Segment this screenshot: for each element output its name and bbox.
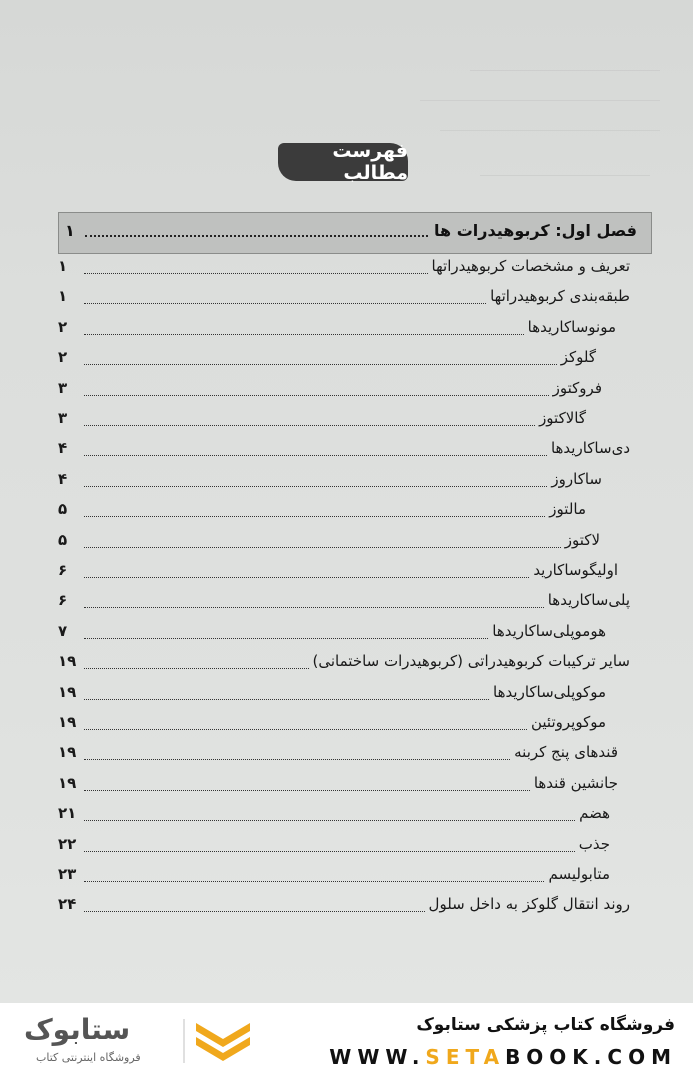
- leader-dots: [84, 273, 428, 274]
- leader-dots: [84, 425, 535, 426]
- toc-entry-label: مالتوز: [549, 500, 586, 519]
- toc-page-number: ۱۹: [58, 682, 77, 701]
- toc-row: [58, 439, 630, 463]
- toc-entry-label: هوموپلی‌ساکاریدها: [492, 621, 606, 640]
- store-footer: [0, 1003, 693, 1080]
- chapter-page-number: ۱: [65, 221, 75, 240]
- toc-entry-label: گالاکتوز: [539, 409, 586, 427]
- toc-row: [58, 713, 630, 737]
- store-name: فروشگاه کتاب پزشکی ستابوک: [416, 1015, 675, 1035]
- leader-dots: [84, 607, 544, 608]
- toc-row: [58, 379, 630, 403]
- toc-entry-label: طبقه‌بندی کربوهیدراتها: [490, 287, 630, 306]
- toc-row: [58, 287, 630, 311]
- leader-dots: [84, 759, 510, 760]
- leader-dots: [84, 486, 547, 487]
- toc-entry-label: دی‌ساکاریدها: [550, 439, 630, 458]
- leader-dots: [84, 699, 489, 700]
- leader-dots: [84, 729, 527, 730]
- bleed-through-line: [480, 175, 650, 176]
- toc-page-number: ۴: [58, 439, 68, 458]
- leader-dots: [84, 911, 425, 912]
- leader-dots: [84, 455, 547, 456]
- toc-row: [58, 257, 630, 281]
- toc-page-number: ۱۹: [58, 773, 77, 792]
- toc-entry-label: جانشین قندها: [533, 773, 618, 792]
- toc-entry-label: جذب: [578, 834, 610, 853]
- bleed-through-line: [440, 130, 660, 131]
- toc-page-number: ۱۹: [58, 743, 77, 762]
- brand-chevron-icon: [190, 1015, 256, 1067]
- leader-dots: [84, 790, 530, 791]
- toc-row: [58, 835, 630, 859]
- brand-tagline: فروشگاه اینترنتی کتاب: [36, 1051, 141, 1064]
- toc-page-number: ۲: [58, 348, 68, 367]
- toc-row: [58, 622, 630, 646]
- toc-row: [58, 500, 630, 524]
- toc-row: [58, 683, 630, 707]
- bleed-through-line: [470, 70, 660, 71]
- url-prefix: WWW.: [329, 1045, 426, 1069]
- toc-page-number: ۲۳: [58, 865, 77, 883]
- toc-row: [58, 348, 630, 372]
- toc-page-number: ۳: [58, 378, 68, 397]
- toc-entry-label: مونوساکاریدها: [527, 317, 616, 336]
- toc-page-number: ۴: [58, 469, 68, 488]
- toc-entry-label: اولیگوساکارید: [533, 561, 618, 579]
- leader-dots: [84, 334, 524, 335]
- toc-entry-label: لاکتوز: [564, 530, 600, 549]
- toc-page-number: ۶: [58, 561, 68, 579]
- toc-page-number: ۲۱: [58, 804, 77, 823]
- toc-entry-label: تعریف و مشخصات کربوهیدراتها: [431, 257, 630, 275]
- toc-page-number: ۷: [58, 621, 68, 640]
- leader-dots: [84, 547, 561, 548]
- toc-page-number: ۲۴: [58, 895, 77, 914]
- toc-row: [58, 743, 630, 767]
- toc-row: [58, 470, 630, 494]
- toc-page-number: ۱۹: [58, 713, 77, 731]
- leader-dots: [84, 851, 575, 852]
- toc-entry-label: سایر ترکیبات کربوهیدراتی (کربوهیدرات ساختمانی): [312, 652, 630, 671]
- toc-page-number: ۱: [58, 287, 68, 306]
- leader-dots: [84, 820, 575, 821]
- toc-entry-label: موکوپروتئین: [530, 713, 606, 731]
- toc-page-number: ۶: [58, 591, 68, 610]
- toc-entry-label: قندهای پنج کربنه: [514, 743, 618, 762]
- toc-page-number: ۱۹: [58, 652, 77, 671]
- leader-dots: [84, 881, 544, 882]
- page-title: فهرست مطالب: [278, 143, 408, 181]
- toc-page-number: ۵: [58, 500, 68, 519]
- toc-row: [58, 318, 630, 342]
- toc-row: [58, 652, 630, 676]
- toc-page-number: ۲: [58, 317, 68, 336]
- leader-dots: [85, 235, 428, 237]
- toc-row: [58, 591, 630, 615]
- bleed-through-line: [420, 100, 660, 101]
- leader-dots: [84, 303, 486, 304]
- toc-entry-label: موکوپلی‌ساکاریدها: [493, 682, 606, 701]
- toc-entry-label: ساکاروز: [551, 469, 602, 488]
- store-url[interactable]: [329, 1045, 677, 1069]
- toc-row: [58, 895, 630, 919]
- toc-page-number: ۵: [58, 530, 68, 549]
- brand-logo: ستابوک: [24, 1013, 131, 1046]
- leader-dots: [84, 364, 557, 365]
- toc-page-number: ۱: [58, 257, 68, 275]
- toc-entry-label: پلی‌ساکاریدها: [547, 591, 630, 610]
- toc-page-number: ۲۲: [58, 834, 77, 853]
- leader-dots: [84, 577, 529, 578]
- leader-dots: [84, 395, 549, 396]
- chapter-title: فصل اول: کربوهیدرات ها: [434, 221, 637, 240]
- leader-dots: [84, 516, 545, 517]
- toc-row: [58, 531, 630, 555]
- toc-entry-label: گلوکز: [560, 348, 596, 367]
- toc-row: [58, 409, 630, 433]
- toc-row: [58, 561, 630, 585]
- toc-row: [58, 774, 630, 798]
- toc-entry-label: فروکتوز: [552, 378, 602, 397]
- brand-divider: [183, 1019, 185, 1063]
- toc-row: [58, 865, 630, 889]
- toc-entry-label: متابولیسم: [548, 865, 610, 883]
- toc-row: [58, 804, 630, 828]
- toc-entry-label: روند انتقال گلوکز به داخل سلول: [428, 895, 630, 914]
- leader-dots: [84, 638, 488, 639]
- url-suffix: BOOK.COM: [505, 1045, 677, 1069]
- leader-dots: [84, 668, 309, 669]
- toc-entry-label: هضم: [579, 804, 610, 823]
- chapter-heading: [58, 212, 652, 254]
- toc-page-number: ۳: [58, 409, 68, 427]
- url-accent: SETA: [425, 1045, 506, 1069]
